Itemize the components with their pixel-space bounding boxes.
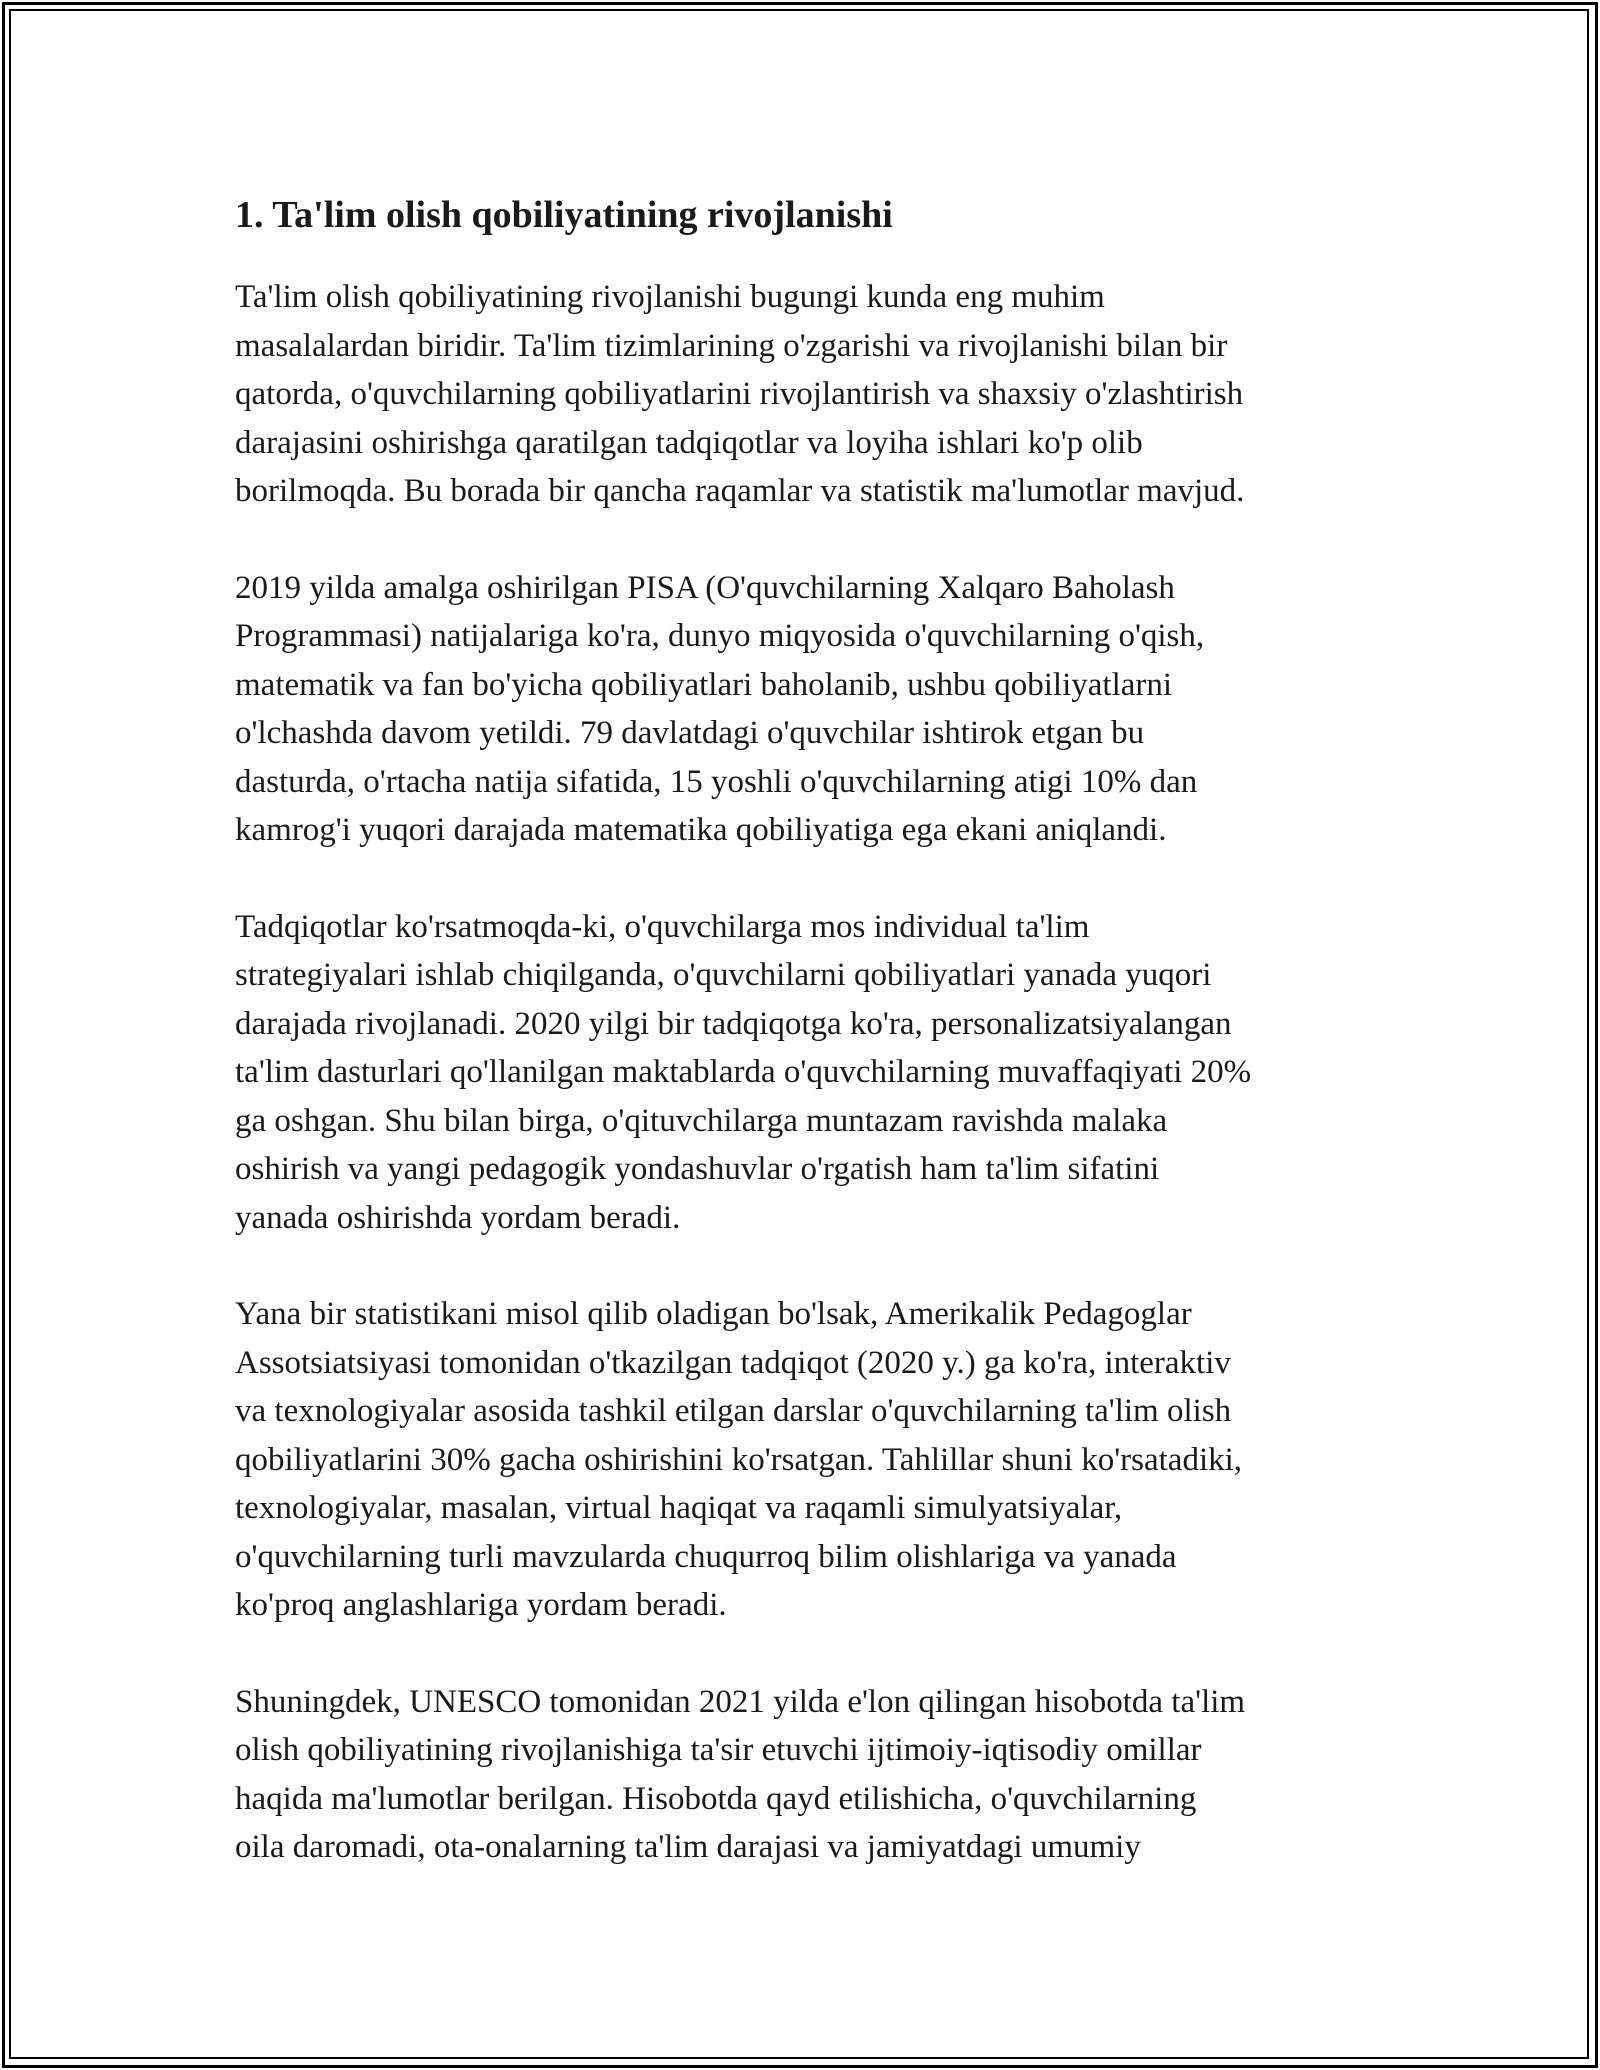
text-line: qobiliyatlarini 30% gacha oshirishini ko'rsatgan. Tahlillar shuni ko'rsatadiki, (235, 1441, 1243, 1478)
text-line: 2019 yilda amalga oshirilgan PISA (O'quvchilarning Xalqaro Baholash (235, 569, 1175, 606)
text-line: darajasini oshirishga qaratilgan tadqiqotlar va loyiha ishlari ko'p olib (235, 424, 1143, 461)
text-line: o'lchashda davom yetildi. 79 davlatdagi o'quvchilar ishtirok etgan bu (235, 715, 1145, 751)
text-line: o'quvchilarning turli mavzularda chuqurroq bilim olishlariga va yanada (235, 1538, 1177, 1575)
text-line: va texnologiyalar asosida tashkil etilgan darslar o'quvchilarning ta'lim olish (235, 1393, 1232, 1429)
paragraph-2 (235, 564, 1370, 855)
text-line: ko'proq anglashlariga yordam beradi. (235, 1587, 727, 1623)
text-line: borilmoqda. Bu borada bir qancha raqamlar va statistik ma'lumotlar mavjud. (235, 473, 1245, 509)
document-body (235, 183, 1370, 1920)
text-line: darajada rivojlanadi. 2020 yilgi bir tadqiqotga ko'ra, personalizatsiyalangan (235, 1005, 1232, 1042)
text-line: Tadqiqotlar ko'rsatmoqda-ki, o'quvchilarga mos individual ta'lim (235, 908, 1090, 945)
text-line: Yana bir statistikani misol qilib oladigan bo'lsak, Amerikalik Pedagoglar (235, 1296, 1192, 1332)
text-line: Assotsiatsiyasi tomonidan o'tkazilgan tadqiqot (2020 y.) ga ko'ra, interaktiv (235, 1344, 1231, 1381)
text-line: haqida ma'lumotlar berilgan. Hisobotda qayd etilishicha, o'quvchilarning (235, 1780, 1197, 1817)
section-heading: 1. Ta'lim olish qobiliyatining rivojlanishi (235, 194, 893, 236)
text-line: qatorda, o'quvchilarning qobiliyatlarini rivojlantirish va shaxsiy o'zlashtirish (235, 376, 1244, 412)
text-line: Programmasi) natijalariga ko'ra, dunyo miqyosida o'quvchilarning o'qish, (235, 618, 1205, 654)
paragraph-4 (235, 1290, 1370, 1630)
text-line: masalalardan biridir. Ta'lim tizimlarining o'zgarishi va rivojlanishi bilan bir (235, 327, 1228, 364)
text-line: texnologiyalar, masalan, virtual haqiqat va raqamli simulyatsiyalar, (235, 1490, 1123, 1526)
paragraph-3 (235, 903, 1370, 1243)
text-line: ga oshgan. Shu bilan birga, o'qituvchilarga muntazam ravishda malaka (235, 1102, 1168, 1139)
text-line: yanada oshirishda yordam beradi. (235, 1199, 681, 1236)
text-line: matematik va fan bo'yicha qobiliyatlari baholanib, ushbu qobiliyatlarni (235, 666, 1173, 703)
text-line: ta'lim dasturlari qo'llanilgan maktablarda o'quvchilarning muvaffaqiyati 20% (235, 1054, 1252, 1090)
text-line: kamrog'i yuqori darajada matematika qobiliyatiga ega ekani aniqlandi. (235, 812, 1167, 848)
text-line: dasturda, o'rtacha natija sifatida, 15 yoshli o'quvchilarning atigi 10% dan (235, 763, 1198, 800)
text-line: oila daromadi, ota-onalarning ta'lim darajasi va jamiyatdagi umumiy (235, 1829, 1141, 1865)
text-line: strategiyalari ishlab chiqilganda, o'quvchilarni qobiliyatlari yanada yuqori (235, 957, 1212, 993)
paragraph-1 (235, 273, 1370, 516)
text-line: oshirish va yangi pedagogik yondashuvlar o'rgatish ham ta'lim sifatini (235, 1151, 1160, 1187)
text-line: olish qobiliyatining rivojlanishiga ta'sir etuvchi ijtimoiy-iqtisodiy omillar (235, 1732, 1202, 1768)
text-line: Shuningdek, UNESCO tomonidan 2021 yilda e'lon qilingan hisobotda ta'lim (235, 1683, 1246, 1720)
text-line: Ta'lim olish qobiliyatining rivojlanishi bugungi kunda eng muhim (235, 279, 1105, 315)
paragraph-5 (235, 1678, 1370, 1872)
